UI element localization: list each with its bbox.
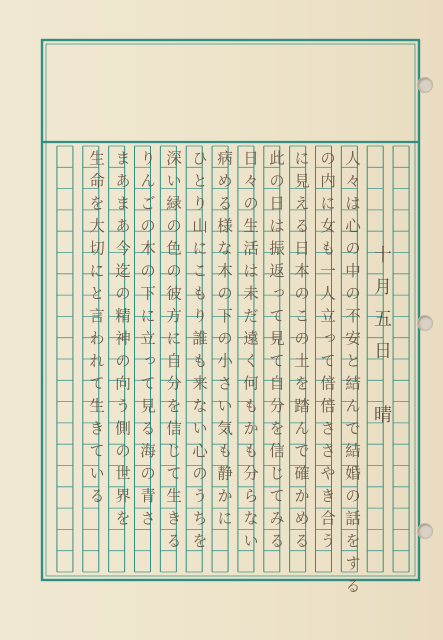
text-column-1: 人々は心の中の不安と結んで結婚の話をする [343, 150, 361, 600]
text-column-11: 生命を大切にと言われて生きている [87, 150, 105, 510]
text-column-5: 日々の生活は未だ遠く何もかも分らない [241, 150, 259, 555]
text-column-9: りんごの木の下に立って見る海の青さ [138, 150, 156, 533]
text-column-2: の内に女も一人立って倍倍ささやき合う [318, 150, 336, 555]
text-column-4: 此の日は振返って見て自分を信じてみる [267, 150, 285, 555]
text-column-10: まあまあ今迄の精神の向う側の世界を [113, 150, 131, 533]
text-column-8: 深い緑の色の彼方に自分を信じて生きる [164, 150, 182, 555]
entry-title: 十月五日 晴 [371, 245, 392, 437]
text-column-6: 病める様な木の下の小さい気も静かに [215, 150, 233, 533]
text-column-7: ひとり山にこもり誰も来ない心のうちを [190, 150, 208, 555]
text-column-3: に見える日本のこの土を踏んで確かめる [292, 150, 310, 555]
